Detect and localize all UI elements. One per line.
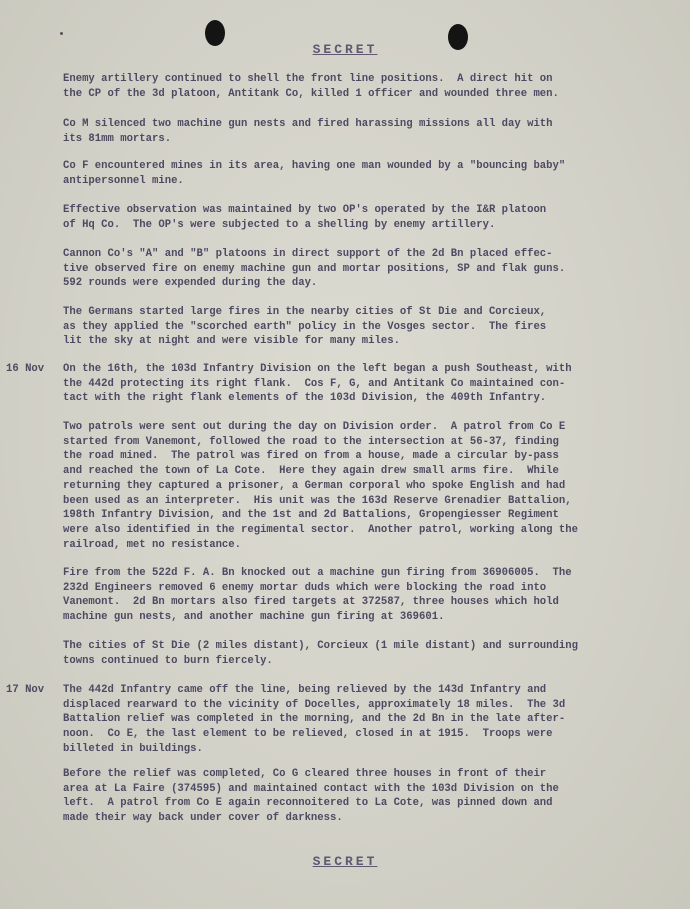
- date-16-nov: 16 Nov: [6, 363, 45, 375]
- footer-classification: SECRET: [312, 854, 378, 869]
- paragraph-7: On the 16th, the 103d Infantry Division on the left began a push Southeast, with the 442d protecting its right flank. Cos F, G, and Antitank Co maintained con- tact with the right flank elements of the 103d Division, the 409th Infantry.: [63, 363, 572, 405]
- paragraph-4: Effective observation was maintained by two OP's operated by the I&R platoon of Hq Co. The OP's were subjected to a shelling by enemy artillery.: [63, 204, 547, 231]
- paragraph-11: The 442d Infantry came off the line, being relieved by the 143d Infantry and displaced rearward to the vicinity of Docelles, approximately 18 miles. The 3d Battalion relief was completed in the morning, and the 2d Bn in the late after- noon. Co E, the last element to be relieved, closed in at 1915. Troops were billeted in buildings.: [63, 684, 566, 755]
- paragraph-8: Two patrols were sent out during the day on Division order. A patrol from Co E started from Vanemont, followed the road to the intersection at 56-37, finding the road mined. The patrol was fired on from a house, made a circular by-pass and reached the town of La Cote. Here they again drew small arms fire. While returning they captured a prisoner, a German corporal who spoke English and had been used as an interpreter. His unit was the 163d Reserve Grenadier Battalion, 198th Infantry Division, and the 1st and 2d Battalions, Gropengiesser Regiment were also identified in the regimental sector. Another patrol, working along the railroad, met no resistance.: [63, 421, 578, 551]
- header-classification: SECRET: [312, 42, 378, 57]
- paper-speck: [60, 32, 63, 35]
- paragraph-5: Cannon Co's "A" and "B" platoons in direct support of the 2d Bn placed effec- tive observed fire on enemy machine gun and mortar positions, SP and flak guns. 592 rounds were expended during the day.: [63, 248, 566, 290]
- paragraph-1: Enemy artillery continued to shell the front line positions. A direct hit on the CP of the 3d platoon, Antitank Co, killed 1 officer and wounded three men.: [63, 73, 559, 100]
- paragraph-10: The cities of St Die (2 miles distant), Corcieux (1 mile distant) and surrounding towns continued to burn fiercely.: [63, 640, 578, 667]
- paragraph-9: Fire from the 522d F. A. Bn knocked out a machine gun firing from 36906005. The 232d Engineers removed 6 enemy mortar duds which were blocking the road into Vanemont. 2d Bn mortars also fired targets at 372587, three houses which hold machine gun nests, and another machine gun firing at 369601.: [63, 567, 572, 624]
- paragraph-6: The Germans started large fires in the nearby cities of St Die and Corcieux, as they applied the "scorched earth" policy in the Vosges sector. The fires lit the sky at night and were visible for many miles.: [63, 306, 547, 348]
- paragraph-2: Co M silenced two machine gun nests and fired harassing missions all day with its 81mm mortars.: [63, 118, 553, 145]
- paragraph-12: Before the relief was completed, Co G cleared three houses in front of their area at La Faire (374595) and maintained contact with the 103d Division on the left. A patrol from Co E again reconnoitered to La Cote, was pinned down and made their way back under cover of darkness.: [63, 768, 559, 825]
- paragraph-3: Co F encountered mines in its area, having one man wounded by a "bouncing baby" antipersonnel mine.: [63, 160, 566, 187]
- date-17-nov: 17 Nov: [6, 684, 45, 696]
